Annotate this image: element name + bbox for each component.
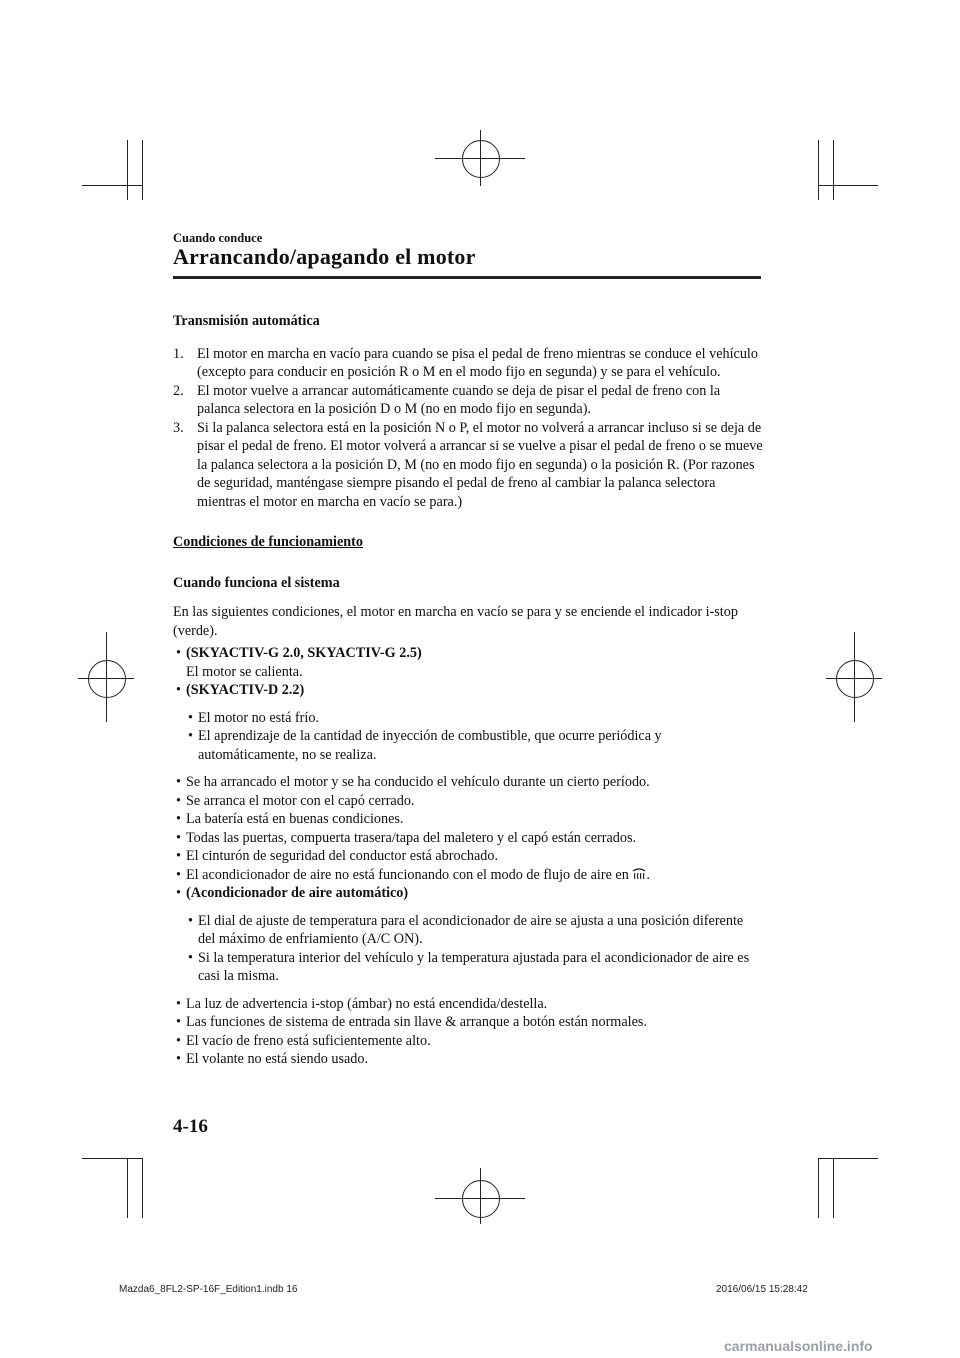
ac-list-item: • El acondicionador de aire no está funcionando con el modo de flujo de aire en .: [176, 866, 650, 883]
chapter-title: Arrancando/apagando el motor: [173, 244, 476, 269]
list-item: • La luz de advertencia i-stop (ámbar) no está encendida/destella.: [176, 995, 548, 1012]
list-item: • Todas las puertas, compuerta trasera/tapa del maletero y el capó están cerrados.: [176, 829, 637, 846]
bullet-icon: •: [176, 645, 181, 661]
conditions-heading: Condiciones de funcionamiento: [173, 534, 363, 550]
bullet-icon: •: [176, 682, 181, 698]
page-content: [173, 312, 763, 1069]
list-item: • Si la temperatura interior del vehículo y la temperatura ajustada para el acondicionador de aire es casi la misma.: [188, 949, 750, 984]
bullet-icon: •: [176, 995, 181, 1012]
bullet-icon: •: [176, 1032, 181, 1049]
watermark-link[interactable]: carmanualsonline.info: [724, 1338, 873, 1354]
bullet-icon: •: [188, 709, 193, 726]
bullet-icon: •: [176, 811, 181, 827]
print-timestamp: 2016/06/15 15:28:42: [716, 1284, 808, 1295]
list-item: • El dial de ajuste de temperatura para el acondicionador de aire se ajusta a una posición diferente del máximo de enfriamiento (A/C ON).: [188, 912, 744, 947]
steps-list: [173, 345, 763, 512]
list-item: • El motor no está frío.: [188, 709, 319, 726]
defroster-icon: [632, 868, 646, 881]
list-item: 3. Si la palanca selectora está en la posición N o P, el motor no volverá a arrancar incluso si se deja de pisar el pedal de freno. El motor volverá a arrancar si se vuelve a pisar el pedal de freno o se mueve la palanca selectora a la posición D, M (no en modo fijo en segunda) o la posición R. (Por razones de seguridad, manténgase siempre pisando el pedal de freno al cambiar la palanca selectora mientras el motor en marcha en vacío se para.): [173, 419, 763, 510]
bullet-icon: •: [176, 866, 181, 883]
gasoline-item: • (SKYACTIV-G 2.0, SKYACTIV-G 2.5) El motor se calienta.: [176, 645, 422, 680]
transmission-heading: Transmisión automática: [173, 313, 320, 329]
bullet-icon: •: [188, 912, 193, 929]
list-item: • El vacío de freno está suficientemente alto.: [176, 1032, 431, 1049]
bullet-icon: •: [188, 728, 193, 744]
bullet-icon: •: [176, 774, 181, 790]
page-number: 4-16: [173, 1116, 208, 1137]
bullet-icon: •: [176, 1014, 181, 1030]
list-item: • El aprendizaje de la cantidad de inyección de combustible, que ocurre periódica y automáticamente, no se realiza.: [188, 728, 662, 763]
title-rule: [173, 276, 761, 279]
section-label: Cuando conduce: [173, 231, 263, 245]
intro-paragraph: En las siguientes condiciones, el motor en marcha en vacío se para y se enciende el indicador i-stop (verde).: [173, 604, 738, 639]
list-item: 1. El motor en marcha en vacío para cuando se pisa el pedal de freno mientras se conduce el vehículo (excepto para conducir en posición R o M en el modo fijo en segunda) y se para el vehículo.: [173, 345, 758, 380]
bullet-icon: •: [188, 949, 193, 966]
bullet-icon: •: [176, 829, 181, 846]
list-item: 2. El motor vuelve a arrancar automáticamente cuando se deja de pisar el pedal de freno con la palanca selectora en la posición D o M (no en modo fijo en segunda).: [173, 382, 721, 417]
list-item: • La batería está en buenas condiciones.: [176, 811, 404, 827]
diesel-item: • (SKYACTIV-D 2.2): [176, 682, 305, 698]
list-item: • Las funciones de sistema de entrada sin llave & arranque a botón están normales.: [176, 1014, 647, 1030]
list-item: • El volante no está siendo usado.: [176, 1051, 369, 1067]
list-item: • El cinturón de seguridad del conductor está abrochado.: [176, 848, 499, 864]
system-heading: Cuando funciona el sistema: [173, 574, 340, 591]
bullet-icon: •: [176, 1051, 181, 1067]
bullet-icon: •: [176, 792, 181, 809]
auto-ac-item: • (Acondicionador de aire automático): [176, 885, 409, 901]
file-info: Mazda6_8FL2-SP-16F_Edition1.indb 16: [119, 1284, 298, 1295]
bullet-icon: •: [176, 848, 181, 864]
list-item: • Se ha arrancado el motor y se ha conducido el vehículo durante un cierto período.: [176, 774, 650, 790]
list-item: • Se arranca el motor con el capó cerrado.: [176, 792, 415, 809]
bullet-icon: •: [176, 885, 181, 901]
